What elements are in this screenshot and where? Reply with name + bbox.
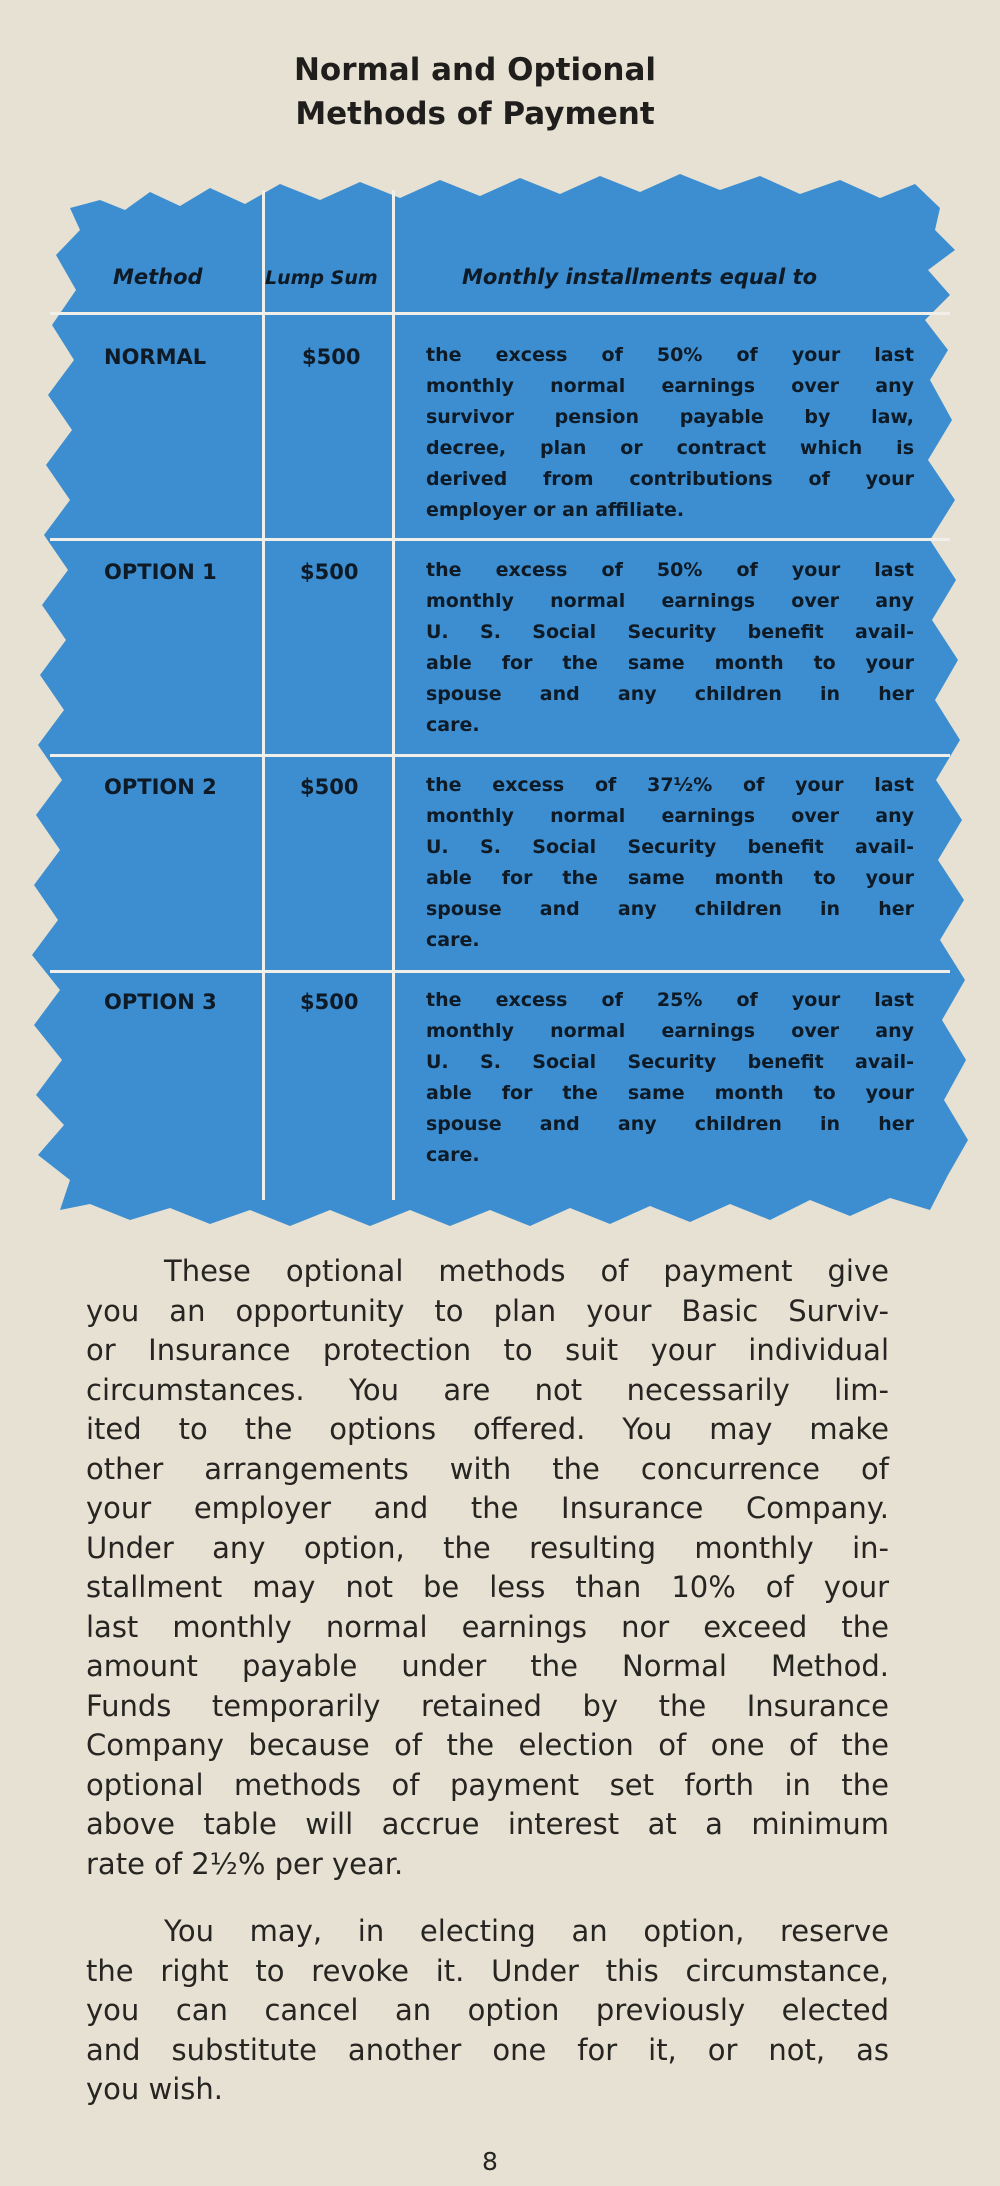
row-divider xyxy=(50,754,950,757)
paragraph-line: rate of 2½% per year. xyxy=(86,1846,404,1881)
payment-methods-table xyxy=(30,170,970,1230)
row-divider xyxy=(50,312,950,315)
description-line: spouse and any children in her xyxy=(426,898,914,920)
column-divider xyxy=(392,190,395,1200)
paragraph-line: or Insurance protection to suit your individual xyxy=(86,1333,889,1367)
description-line: care. xyxy=(426,1144,480,1166)
row-normal-method: NORMAL xyxy=(104,345,207,369)
description-line: employer or an affiliate. xyxy=(426,499,685,521)
row-divider xyxy=(50,538,950,541)
row-normal-description xyxy=(426,340,914,526)
description-line: survivor pension payable by law, xyxy=(426,406,914,428)
paragraph-line: ited to the options offered. You may make xyxy=(86,1412,889,1446)
paragraph-line: last monthly normal earnings nor exceed the xyxy=(86,1609,889,1644)
description-line: monthly normal earnings over any xyxy=(426,1020,914,1042)
paragraph-line: the right to revoke it. Under this circumstance, xyxy=(86,1953,889,1988)
description-line: monthly normal earnings over any xyxy=(426,590,914,612)
description-line: decree, plan or contract which is xyxy=(426,437,914,459)
description-line: derived from contributions of your xyxy=(426,468,914,490)
description-line: able for the same month to your xyxy=(426,867,914,889)
description-line: spouse and any children in her xyxy=(426,683,914,705)
header-lump-sum: Lump Sum xyxy=(265,267,378,289)
paragraph-line: These optional methods of payment give xyxy=(164,1254,889,1288)
row-option-3-method: OPTION 3 xyxy=(104,990,217,1014)
description-line: able for the same month to your xyxy=(426,652,914,674)
row-option-1-method: OPTION 1 xyxy=(104,560,217,584)
row-option-2-lump-sum: $500 xyxy=(300,775,359,799)
paragraph-line: optional methods of payment set forth in the xyxy=(86,1767,889,1802)
paragraph-line: you wish. xyxy=(86,2072,223,2106)
row-normal-lump-sum: $500 xyxy=(302,345,361,369)
table-grid xyxy=(30,170,970,1230)
paragraph-line: You may, in electing an option, reserve xyxy=(164,1914,889,1948)
row-option-2-method: OPTION 2 xyxy=(104,775,217,799)
row-option-1-lump-sum: $500 xyxy=(300,560,359,584)
page-title xyxy=(0,48,950,136)
description-line: U. S. Social Security benefit avail- xyxy=(426,836,914,858)
description-line: the excess of 25% of your last xyxy=(426,989,914,1011)
column-divider xyxy=(262,190,265,1200)
description-line: monthly normal earnings over any xyxy=(426,375,914,397)
description-line: U. S. Social Security benefit avail- xyxy=(426,1051,914,1073)
paragraph-line: you an opportunity to plan your Basic Surviv- xyxy=(86,1293,889,1328)
paragraph-line: above table will accrue interest at a minimum xyxy=(86,1807,889,1841)
description-line: the excess of 50% of your last xyxy=(426,559,914,581)
row-option-1-description xyxy=(426,555,914,741)
paragraph-line: you can cancel an option previously elected xyxy=(86,1993,889,2027)
description-line: the excess of 50% of your last xyxy=(426,344,914,366)
paragraph-optional-methods xyxy=(86,1252,889,1884)
paragraph-line: circumstances. You are not necessarily lim- xyxy=(86,1372,889,1407)
description-line: care. xyxy=(426,929,480,951)
paragraph-line: Under any option, the resulting monthly in- xyxy=(86,1530,889,1565)
header-monthly: Monthly installments equal to xyxy=(462,265,818,289)
title-line-1: Normal and Optional xyxy=(293,52,657,88)
description-line: U. S. Social Security benefit avail- xyxy=(426,621,914,643)
paragraph-line: other arrangements with the concurrence of xyxy=(86,1451,889,1486)
header-method: Method xyxy=(113,265,203,289)
row-option-3-lump-sum: $500 xyxy=(300,990,359,1014)
page-number: 8 xyxy=(482,2147,498,2176)
paragraph-line: your employer and the Insurance Company. xyxy=(86,1491,889,1525)
row-option-2-description xyxy=(426,770,914,956)
paragraph-line: Funds temporarily retained by the Insurance xyxy=(86,1688,889,1723)
paragraph-revoke-option xyxy=(86,1912,889,2110)
row-option-3-description xyxy=(426,985,914,1171)
description-line: care. xyxy=(426,714,480,736)
paragraph-line: amount payable under the Normal Method. xyxy=(86,1649,889,1683)
paragraph-line: Company because of the election of one of the xyxy=(86,1728,889,1762)
description-line: able for the same month to your xyxy=(426,1082,914,1104)
paragraph-line: stallment may not be less than 10% of your xyxy=(86,1570,889,1604)
title-line-2: Methods of Payment xyxy=(295,96,655,132)
description-line: the excess of 37½% of your last xyxy=(426,774,914,796)
description-line: spouse and any children in her xyxy=(426,1113,914,1135)
row-divider xyxy=(50,970,950,973)
description-line: monthly normal earnings over any xyxy=(426,805,914,827)
paragraph-line: and substitute another one for it, or not, as xyxy=(86,2032,889,2067)
